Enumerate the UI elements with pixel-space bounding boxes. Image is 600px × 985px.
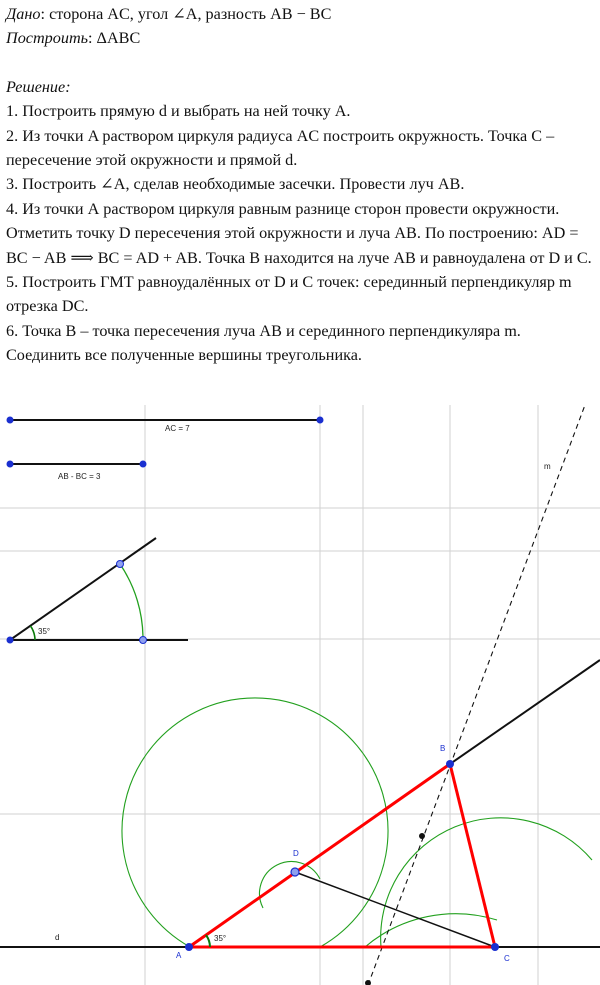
step-2: 2. Из точки A раствором циркуля радиуса AC построить окружность. Точка C – пересечение этой окружности и прямой d. [6, 126, 555, 170]
construct-label: Построить [6, 29, 88, 48]
intersection-point-upper [419, 833, 425, 839]
point-d-label: D [293, 849, 299, 858]
construct-line [6, 26, 598, 50]
bisector-label: m [544, 462, 551, 471]
step-6: 6. Точка B – точка пересечения луча AB и серединного перпендикуляра m. Соединить все полученные вершины треугольника. [6, 321, 521, 365]
segment-ac-end [317, 417, 324, 424]
segment-difference-end [140, 461, 147, 468]
segment-difference-label: AB - BC = 3 [58, 472, 101, 481]
angle-arc-point-bottom [140, 637, 147, 644]
perpendicular-bisector-m [368, 405, 585, 985]
given-text: : сторона AC, угол ∠A, разность AB − BC [40, 5, 332, 23]
construction-figure [0, 405, 600, 985]
point-d [291, 868, 299, 876]
ray-ab-extension [450, 660, 600, 764]
step-1: 1. Построить прямую d и выбрать на ней точку A. [6, 102, 351, 121]
step-5: 5. Построить ГМТ равноудалённых от D и C точек: серединный перпендикуляр m отрезка DC. [6, 273, 572, 316]
angle-label-main: 35° [214, 934, 227, 943]
construct-text: : ΔABC [88, 29, 141, 48]
point-c-label: C [504, 954, 510, 963]
angle-copy-arc [120, 564, 143, 640]
grid [0, 405, 600, 985]
segment-difference-start [7, 461, 14, 468]
step-3: 3. Построить ∠A, сделав необходимые засечки. Провести луч AB. [6, 175, 465, 194]
circle-center-a [122, 698, 388, 947]
angle-label-small: 35° [38, 627, 51, 636]
point-b [446, 760, 454, 768]
angle-mark-main [206, 935, 210, 947]
segment-ac-label: AC = 7 [165, 424, 190, 433]
angle-mark-small [31, 626, 36, 640]
solution-text [6, 2, 598, 368]
point-b-label: B [440, 744, 446, 753]
angle-arc-point-top [117, 561, 124, 568]
line-d-label: d [55, 933, 60, 942]
point-a-label: A [176, 951, 182, 960]
point-c [491, 943, 499, 951]
given-label: Дано [6, 5, 41, 23]
arc-near-d [260, 862, 320, 908]
arc-center-c [381, 818, 592, 947]
arc-center-d [365, 914, 497, 947]
step-4: 4. Из точки А раствором циркуля равным разнице сторон провести окружности. Отметить точку D пересечения этой окружности и луча AB. По построению: AD = BC − AB ⟹ BC = AD + AB. Точка B находится на луче AB и равноудалена от D и C. [6, 199, 592, 267]
given-line [6, 2, 598, 26]
side-bc [450, 764, 495, 947]
spacer [6, 51, 598, 75]
point-a [185, 943, 193, 951]
segment-dc [295, 872, 495, 947]
solution-heading: Решение: [6, 77, 71, 96]
segment-ac-start [7, 417, 14, 424]
angle-vertex [7, 637, 14, 644]
